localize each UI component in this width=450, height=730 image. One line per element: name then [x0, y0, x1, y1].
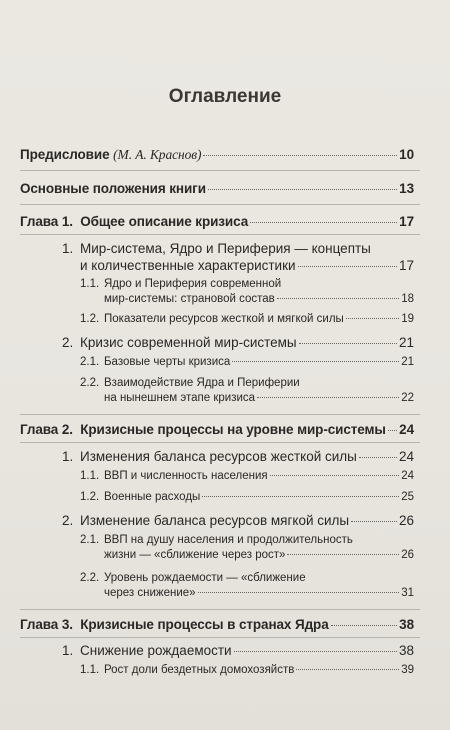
divider — [20, 170, 420, 171]
toc-entry-3-1-1[interactable] — [104, 664, 414, 676]
subsection-title-line2: жизни — «сближение через рост» — [104, 549, 286, 561]
page-number: 24 — [399, 422, 414, 437]
page-number: 24 — [398, 449, 414, 464]
toc-entry-3-1[interactable] — [80, 643, 414, 658]
leader-dots — [270, 474, 400, 476]
page-number: 17 — [399, 214, 414, 229]
leader-dots — [202, 495, 399, 497]
toc-entry-1-2[interactable] — [80, 335, 414, 350]
page-number: 22 — [401, 392, 414, 404]
subsection-title-line2: мир-системы: страновой состав — [104, 293, 275, 305]
page-number: 39 — [401, 664, 414, 676]
subsection-title-line1: Показатели ресурсов жесткой и мягкой силы — [104, 313, 344, 325]
toc-entry-1-1[interactable] — [80, 258, 414, 273]
page-number: 18 — [401, 293, 414, 305]
section-title-line1: Изменение баланса ресурсов мягкой силы — [80, 513, 350, 528]
subsection-title-line1: Взаимодействие Ядра и Периферии — [104, 377, 300, 389]
leader-dots — [234, 650, 397, 652]
subsection-number: 1.2. — [80, 313, 100, 325]
chapter-title: Кризисные процессы на уровне мир-системы — [80, 422, 386, 437]
section-title-line1: Снижение рождаемости — [80, 643, 232, 658]
chapter-number: Глава 3. — [20, 617, 73, 632]
section-title-line1: Мир-система, Ядро и Периферия — концепты — [80, 241, 371, 256]
leader-dots — [198, 591, 400, 593]
subsection-number: 2.2. — [80, 572, 100, 584]
subsection-number: 2.2. — [80, 377, 100, 389]
section-number: 1. — [62, 449, 74, 464]
toc-entry-2-2-1[interactable] — [104, 549, 414, 561]
subsection-title-line2: на нынешнем этапе кризиса — [104, 392, 256, 404]
chapter-number: Глава 1. — [20, 214, 73, 229]
subsection-number: 2.1. — [80, 534, 100, 546]
leader-dots — [299, 342, 397, 344]
section-number: 2. — [62, 513, 74, 528]
subsection-title-line1: Уровень рождаемости — «сближение — [104, 572, 306, 584]
subsection-number: 1.2. — [80, 491, 100, 503]
main-provisions-label: Основные положения книги — [20, 181, 206, 196]
subsection-title-line1: ВВП на душу населения и продолжительность — [104, 534, 353, 546]
toc-entry-main-provisions[interactable] — [20, 181, 414, 196]
divider — [20, 204, 420, 205]
toc-entry-2-1-1[interactable] — [104, 470, 414, 482]
page-number: 21 — [398, 335, 414, 350]
subsection-number: 1.1. — [80, 470, 100, 482]
toc-entry-1-2-2[interactable] — [104, 392, 414, 404]
leader-dots — [257, 396, 399, 398]
chapter-number: Глава 2. — [20, 422, 73, 437]
divider — [20, 609, 420, 610]
page-number: 26 — [398, 513, 414, 528]
leader-dots — [277, 297, 399, 299]
leader-dots — [203, 154, 397, 156]
subsection-title-line1: Ядро и Периферия современной — [104, 278, 282, 290]
subsection-number: 2.1. — [80, 356, 100, 368]
toc-entry-2-2[interactable] — [80, 513, 414, 528]
section-number: 1. — [62, 241, 74, 256]
leader-dots — [346, 317, 399, 319]
section-title-line2: и количественные характеристики — [80, 258, 296, 273]
leader-dots — [208, 188, 397, 190]
toc-entry-chapter-1[interactable] — [20, 214, 414, 229]
toc-entry-1-1-2[interactable] — [104, 313, 414, 325]
preface-author: (М. А. Краснов) — [113, 147, 202, 162]
page-number: 19 — [401, 313, 414, 325]
subsection-title-line1: ВВП и численность населения — [104, 470, 268, 482]
page-number: 13 — [399, 181, 414, 196]
section-number: 2. — [62, 335, 74, 350]
divider — [20, 414, 420, 415]
page-number: 10 — [399, 147, 414, 162]
leader-dots — [298, 265, 397, 267]
section-number: 1. — [62, 643, 74, 658]
page-number: 38 — [399, 617, 414, 632]
leader-dots — [287, 553, 399, 555]
page-number: 26 — [401, 549, 414, 561]
toc-heading: Оглавление — [168, 86, 282, 107]
leader-dots — [296, 668, 399, 670]
preface-label: Предисловие — [20, 147, 110, 162]
page-number: 31 — [401, 587, 414, 599]
subsection-number: 1.1. — [80, 278, 100, 290]
page-number: 24 — [401, 470, 414, 482]
divider — [20, 637, 420, 638]
divider — [20, 234, 420, 235]
page-number: 17 — [398, 258, 414, 273]
subsection-title-line2: через снижение» — [104, 587, 196, 599]
subsection-title-line1: Рост доли бездетных домохозяйств — [104, 664, 295, 676]
page-number: 38 — [398, 643, 414, 658]
leader-dots — [331, 624, 398, 626]
toc-entry-preface[interactable] — [20, 147, 414, 163]
toc-entry-2-1-2[interactable] — [104, 491, 414, 503]
divider — [20, 442, 420, 443]
leader-dots — [351, 520, 397, 522]
chapter-title: Общее описание кризиса — [80, 214, 249, 229]
toc-entry-1-1-1[interactable] — [104, 293, 414, 305]
toc-entry-2-1[interactable] — [80, 449, 414, 464]
toc-entry-chapter-2[interactable] — [20, 422, 414, 437]
subsection-number: 1.1. — [80, 664, 100, 676]
leader-dots — [359, 456, 397, 458]
toc-entry-2-2-2[interactable] — [104, 587, 414, 599]
section-title-line1: Изменения баланса ресурсов жесткой силы — [80, 449, 357, 464]
subsection-title-line1: Базовые черты кризиса — [104, 356, 231, 368]
page-number: 25 — [401, 491, 414, 503]
section-title-line1: Кризис современной мир-системы — [80, 335, 297, 350]
subsection-title-line1: Военные расходы — [104, 491, 201, 503]
leader-dots — [250, 221, 397, 223]
chapter-title: Кризисные процессы в странах Ядра — [80, 617, 329, 632]
toc-entry-1-2-1[interactable] — [104, 356, 414, 368]
page-number: 21 — [401, 356, 414, 368]
leader-dots — [232, 360, 399, 362]
leader-dots — [388, 429, 397, 431]
toc-entry-chapter-3[interactable] — [20, 617, 414, 632]
